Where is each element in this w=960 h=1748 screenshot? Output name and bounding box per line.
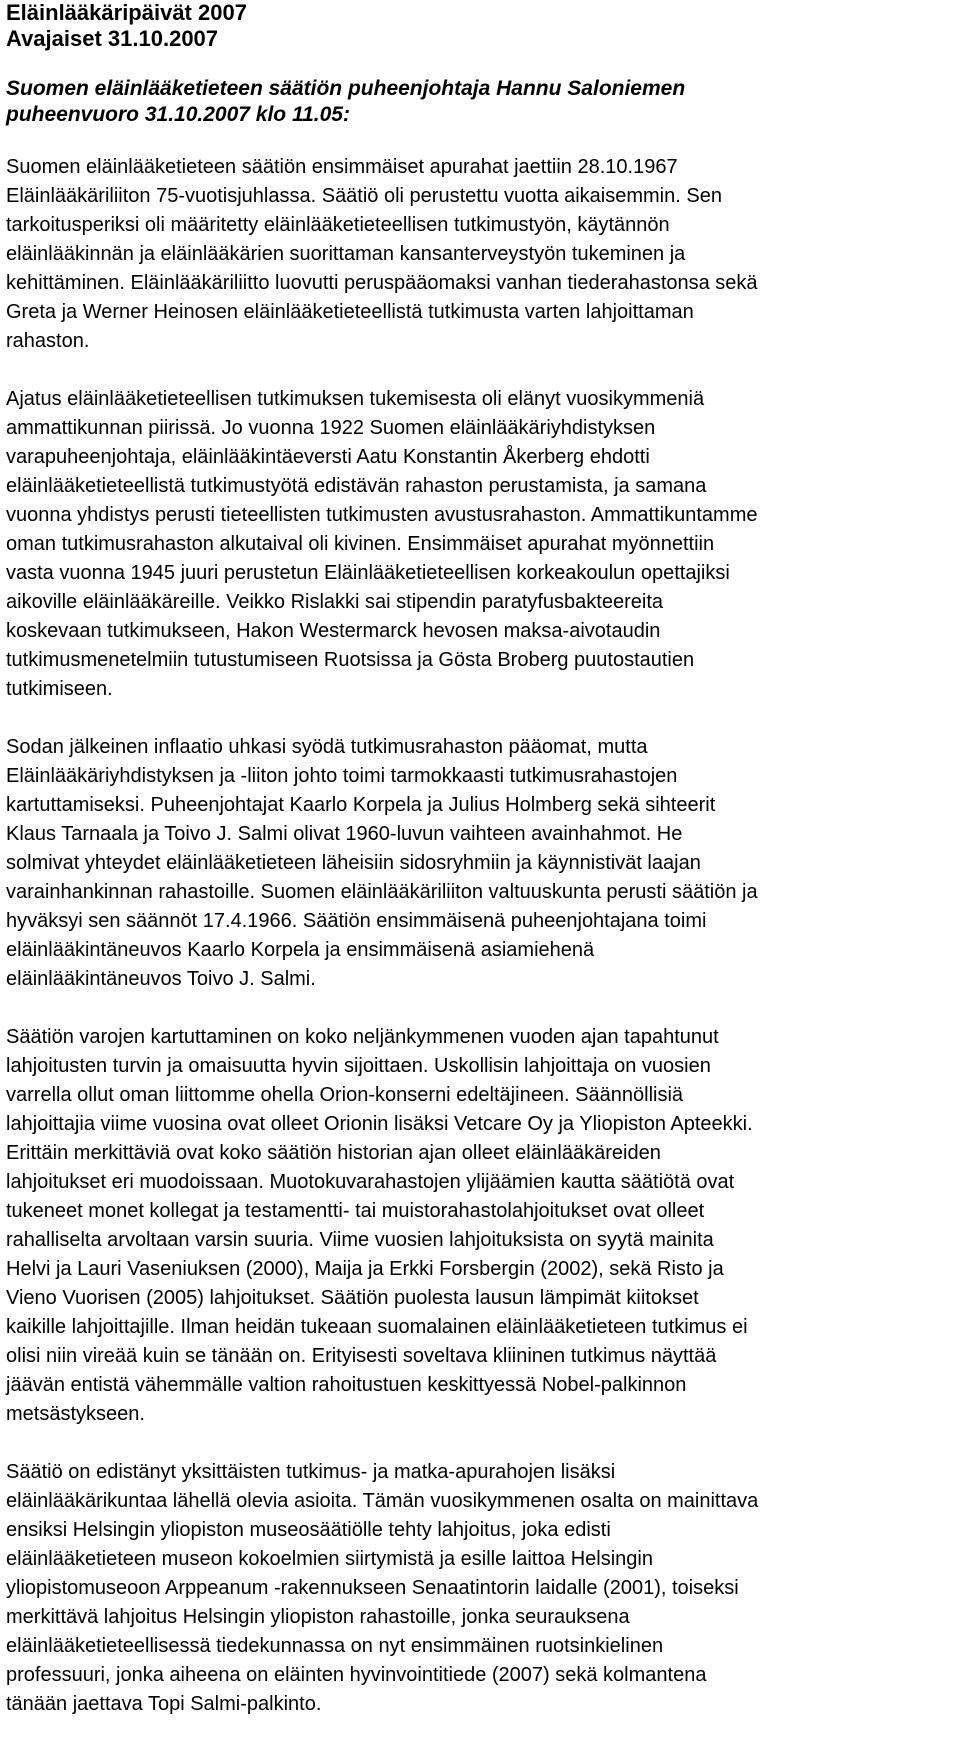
paragraph bbox=[6, 1458, 956, 1719]
paragraph-line: Eläinlääkäriyhdistyksen ja -liiton johto toimi tarmokkaasti tutkimusrahastojen bbox=[6, 765, 678, 787]
paragraph-line: rahaston. bbox=[6, 330, 90, 352]
paragraph-line: ammattikunnan piirissä. Jo vuonna 1922 Suomen eläinlääkäriyhdistyksen bbox=[6, 417, 656, 439]
speech-heading bbox=[6, 76, 956, 128]
paragraph-line: Säätiön varojen kartuttaminen on koko neljänkymmenen vuoden ajan tapahtunut bbox=[6, 1026, 719, 1048]
paragraph-line: Greta ja Werner Heinosen eläinlääketieteellistä tutkimusta varten lahjoittaman bbox=[6, 301, 694, 323]
paragraph-line: Helvi ja Lauri Vaseniuksen (2000), Maija ja Erkki Forsbergin (2002), sekä Risto ja bbox=[6, 1258, 724, 1280]
paragraph-line: merkittävä lahjoitus Helsingin yliopiston rahastoille, jonka seurauksena bbox=[6, 1606, 630, 1628]
paragraph-line: Eläinlääkäriliiton 75-vuotisjuhlassa. Säätiö oli perustettu vuotta aikaisemmin. Sen bbox=[6, 185, 722, 207]
paragraph-line: varapuheenjohtaja, eläinlääkintäeversti Aatu Konstantin Åkerberg ehdotti bbox=[6, 446, 650, 468]
paragraph-line: Vieno Vuorisen (2005) lahjoitukset. Säätiön puolesta lausun lämpimät kiitokset bbox=[6, 1287, 699, 1309]
paragraph-line: tutkimiseen. bbox=[6, 678, 113, 700]
document-title bbox=[6, 0, 956, 52]
title-line: Eläinlääkäripäivät 2007 bbox=[6, 0, 247, 25]
paragraph-line: yliopistomuseoon Arppeanum -rakennukseen Senaatintorin laidalle (2001), toiseksi bbox=[6, 1577, 739, 1599]
paragraph-line: tukeneet monet kollegat ja testamentti- tai muistorahastolahjoitukset ovat olleet bbox=[6, 1200, 705, 1222]
paragraph-line: kehittäminen. Eläinlääkäriliitto luovutti peruspääomaksi vanhan tiederahastonsa sekä bbox=[6, 272, 758, 294]
paragraph-line: eläinlääkärikuntaa lähellä olevia asioita. Tämän vuosikymmenen osalta on mainittava bbox=[6, 1490, 759, 1512]
paragraph-line: lahjoitusten turvin ja omaisuutta hyvin sijoittaen. Uskollisin lahjoittaja on vuosien bbox=[6, 1055, 711, 1077]
paragraph-line: metsästykseen. bbox=[6, 1403, 145, 1425]
paragraph bbox=[6, 733, 956, 994]
paragraph-line: Suomen eläinlääketieteen säätiön ensimmäiset apurahat jaettiin 28.10.1967 bbox=[6, 156, 678, 178]
paragraph-line: ensiksi Helsingin yliopiston museosäätiölle tehty lahjoitus, joka edisti bbox=[6, 1519, 611, 1541]
paragraph-line: koskevaan tutkimukseen, Hakon Westermarck hevosen maksa-aivotaudin bbox=[6, 620, 661, 642]
paragraph-line: Klaus Tarnaala ja Toivo J. Salmi olivat 1960-luvun vaihteen avainhahmot. He bbox=[6, 823, 683, 845]
paragraph bbox=[6, 153, 956, 356]
paragraph-line: Ajatus eläinlääketieteellisen tutkimuksen tukemisesta oli elänyt vuosikymmeniä bbox=[6, 388, 705, 410]
paragraph-line: solmivat yhteydet eläinlääketieteen läheisiin sidosryhmiin ja käynnistivät laajan bbox=[6, 852, 701, 874]
paragraph-line: eläinlääketieteellistä tutkimustyötä edistävän rahaston perustamista, ja samana bbox=[6, 475, 707, 497]
paragraph-line: olisi niin vireää kuin se tänään on. Erityisesti soveltava kliininen tutkimus näyttää bbox=[6, 1345, 717, 1367]
paragraph-line: eläinlääketieteellisessä tiedekunnassa on nyt ensimmäinen ruotsinkielinen bbox=[6, 1635, 664, 1657]
paragraph bbox=[6, 1023, 956, 1429]
paragraph-line: jäävän entistä vähemmälle valtion rahoitustuen keskittyessä Nobel-palkinnon bbox=[6, 1374, 687, 1396]
paragraph-line: hyväksyi sen säännöt 17.4.1966. Säätiön ensimmäisenä puheenjohtajana toimi bbox=[6, 910, 707, 932]
paragraph-line: aikoville eläinlääkäreille. Veikko Rislakki sai stipendin paratyfusbakteereita bbox=[6, 591, 664, 613]
paragraph-line: oman tutkimusrahaston alkutaival oli kivinen. Ensimmäiset apurahat myönnettiin bbox=[6, 533, 715, 555]
document-page bbox=[6, 0, 956, 1748]
document-body bbox=[6, 153, 956, 1719]
paragraph-line: varainhankinnan rahastoille. Suomen eläinlääkäriliiton valtuuskunta perusti säätiön ja bbox=[6, 881, 758, 903]
paragraph-line: Erittäin merkittäviä ovat koko säätiön historian ajan olleet eläinlääkäreiden bbox=[6, 1142, 661, 1164]
paragraph-line: eläinlääkintäneuvos Toivo J. Salmi. bbox=[6, 968, 316, 990]
paragraph-line: rahalliselta arvoltaan varsin suuria. Viime vuosien lahjoituksista on syytä mainita bbox=[6, 1229, 714, 1251]
paragraph-line: kaikille lahjoittajille. Ilman heidän tukeaan suomalainen eläinlääketieteen tutkimus ei bbox=[6, 1316, 748, 1338]
paragraph-line: kartuttamiseksi. Puheenjohtajat Kaarlo Korpela ja Julius Holmberg sekä sihteerit bbox=[6, 794, 716, 816]
paragraph-line: Sodan jälkeinen inflaatio uhkasi syödä tutkimusrahaston pääomat, mutta bbox=[6, 736, 648, 758]
paragraph-line: eläinlääketieteen museon kokoelmien siirtymistä ja esille laittoa Helsingin bbox=[6, 1548, 653, 1570]
title-line: Avajaiset 31.10.2007 bbox=[6, 26, 219, 51]
paragraph-line: tänään jaettava Topi Salmi-palkinto. bbox=[6, 1693, 322, 1715]
paragraph-line: vuonna yhdistys perusti tieteellisten tutkimusten avustusrahaston. Ammattikuntamme bbox=[6, 504, 758, 526]
paragraph-line: Säätiö on edistänyt yksittäisten tutkimus- ja matka-apurahojen lisäksi bbox=[6, 1461, 616, 1483]
paragraph bbox=[6, 385, 956, 704]
speech-heading-line: Suomen eläinlääketieteen säätiön puheenjohtaja Hannu Saloniemen bbox=[6, 77, 686, 100]
paragraph-line: lahjoittajia viime vuosina ovat olleet Orionin lisäksi Vetcare Oy ja Yliopiston Apteekki. bbox=[6, 1113, 753, 1135]
speech-heading-line: puheenvuoro 31.10.2007 klo 11.05: bbox=[6, 103, 350, 126]
paragraph-line: professuuri, jonka aiheena on eläinten hyvinvointitiede (2007) sekä kolmantena bbox=[6, 1664, 707, 1686]
paragraph-line: eläinlääkintäneuvos Kaarlo Korpela ja ensimmäisenä asiamiehenä bbox=[6, 939, 595, 961]
paragraph-line: eläinlääkinnän ja eläinlääkärien suorittaman kansanterveystyön tukeminen ja bbox=[6, 243, 686, 265]
paragraph-line: varrella ollut oman liittomme ohella Orion-konserni edeltäjineen. Säännöllisiä bbox=[6, 1084, 684, 1106]
paragraph-line: vasta vuonna 1945 juuri perustetun Eläinlääketieteellisen korkeakoulun opettajiksi bbox=[6, 562, 730, 584]
paragraph-line: tarkoitusperiksi oli määritetty eläinlääketieteellisen tutkimustyön, käytännön bbox=[6, 214, 670, 236]
paragraph-line: tutkimusmenetelmiin tutustumiseen Ruotsissa ja Gösta Broberg puutostautien bbox=[6, 649, 695, 671]
paragraph-line: lahjoitukset eri muodoissaan. Muotokuvarahastojen ylijäämien kautta säätiötä ovat bbox=[6, 1171, 735, 1193]
